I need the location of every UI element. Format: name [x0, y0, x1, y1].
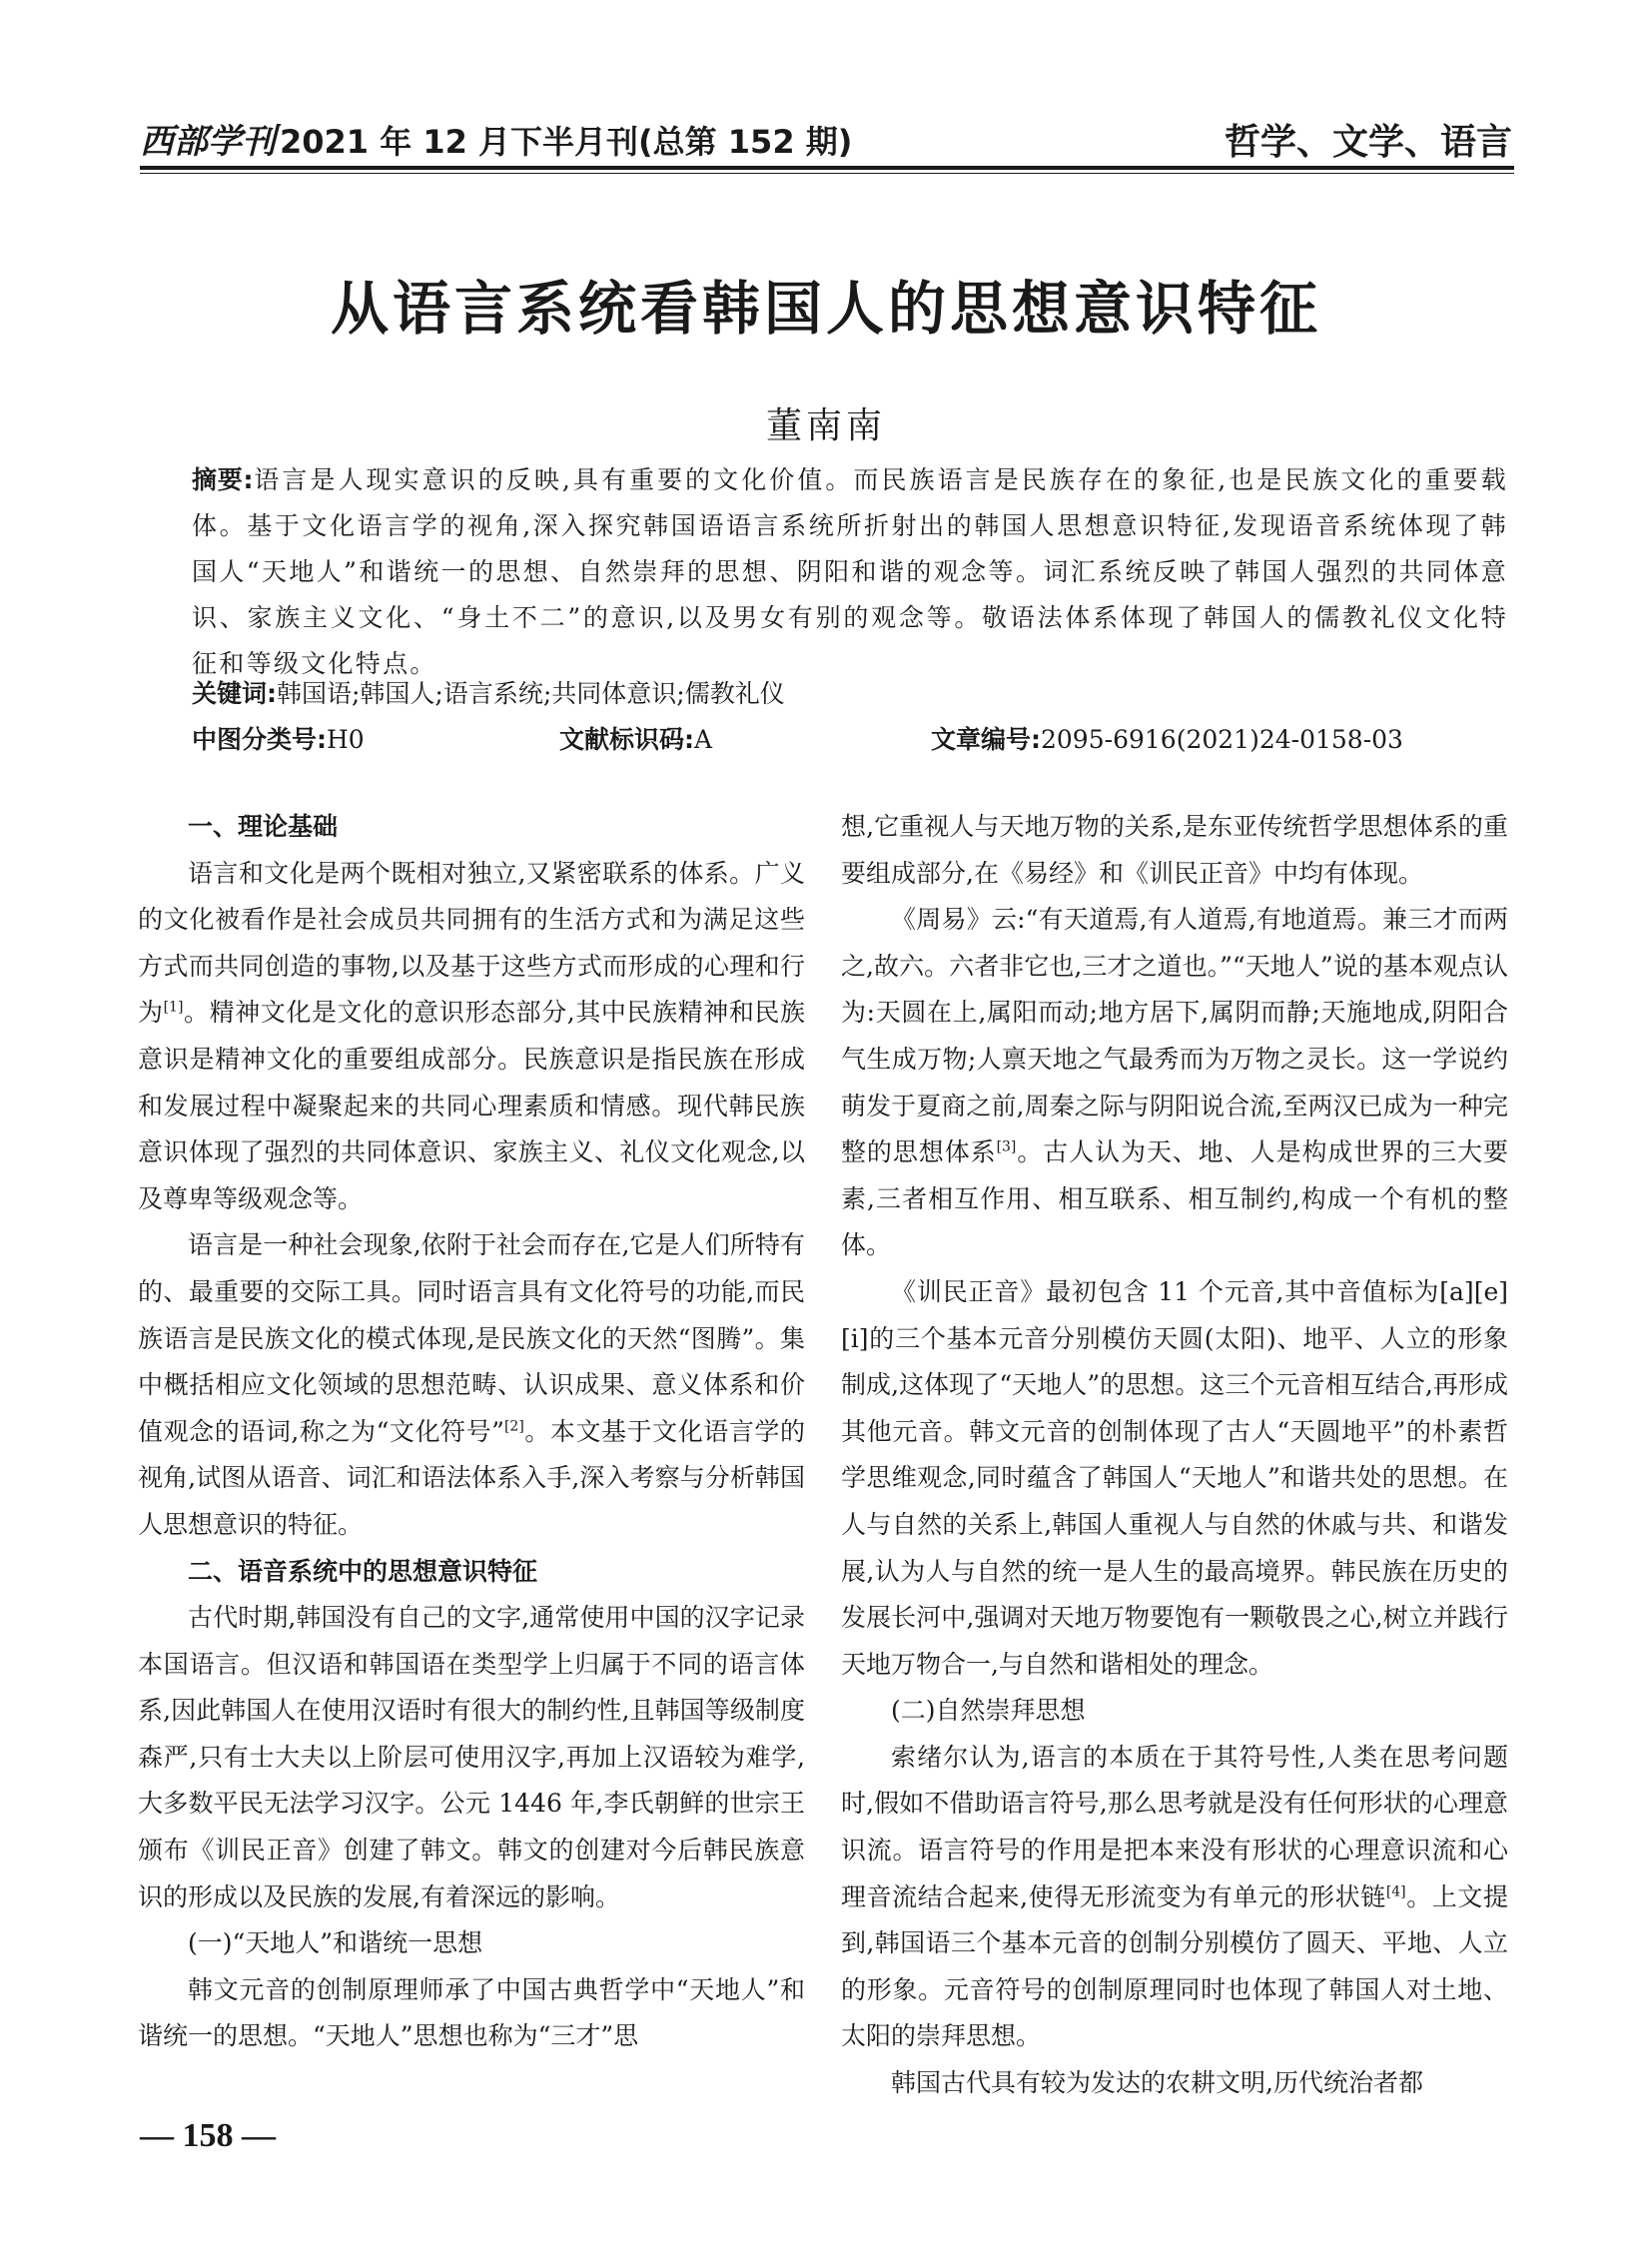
section-heading-2: 二、语音系统中的思想意识特征	[188, 1556, 538, 1586]
issue-info: 2021 年 12 月下半月刊(总第 152 期)	[280, 123, 853, 161]
citation-ref: [3]	[996, 1138, 1017, 1155]
section-heading-1: 一、理论基础	[188, 812, 339, 841]
paragraph: 索绪尔认为,语言的本质在于其符号性,人类在思考问题时,假如不借助语言符号,那么思考就是没有任何形状的心理意识流。语言符号的作用是把本来没有形状的心理意识流和心理音流结合起来,使得无形流变为有单元的形状链[4]。上文提到,韩国语三个基本元音的创制分别模仿了圆天、平地、人立的形象。元音符号的创制原理同时也体现了韩国人对土地、太阳的崇拜思想。	[841, 1742, 1508, 2051]
article-number: 文章编号:2095-6916(2021)24-0158-03	[931, 725, 1403, 754]
paragraph: 《训民正音》最初包含 11 个元音,其中音值标为[a][e][i]的三个基本元音分别模仿天圆(太阳)、地平、人立的形象制成,这体现了“天地人”的思想。这三个元音相互结合,再形成其他元音。韩文元音的创制体现了古人“天圆地平”的朴素哲学思维观念,同时蕴含了韩国人“天地人”和谐共处的思想。在人与自然的关系上,韩国人重视人与自然的休戚与共、和谐发展,认为人与自然的统一是人生的最高境界。韩民族在历史的发展长河中,强调对天地万物要饱有一颗敬畏之心,树立并践行天地万物合一,与自然和谐相处的理念。	[841, 1276, 1508, 1679]
keywords-label: 关键词:	[192, 679, 277, 708]
paragraph: 语言是一种社会现象,依附于社会而存在,它是人们所特有的、最重要的交际工具。同时语言具有文化符号的功能,而民族语言是民族文化的模式体现,是民族文化的天然“图腾”。集中概括相应文化领域的思想范畴、认识成果、意义体系和价值观念的语词,称之为“文化符号”[2]。本文基于文化语言学的视角,试图从语音、词汇和语法体系入手,深入考察与分析韩国人思想意识的特征。	[138, 1230, 805, 1539]
running-header-left	[140, 114, 853, 162]
keywords	[192, 671, 1508, 717]
clc-code: 中图分类号:H0	[192, 725, 365, 754]
paragraph: 语言和文化是两个既相对独立,又紧密联系的体系。广义的文化被看作是社会成员共同拥有的生活方式和为满足这些方式而共同创造的事物,以及基于这些方式而形成的心理和行为[1]。精神文化是文化的意识形态部分,其中民族精神和民族意识是精神文化的重要组成部分。民族意识是指民族在形成和发展过程中凝聚起来的共同心理素质和情感。现代韩民族意识体现了强烈的共同体意识、家族主义、礼仪文化观念,以及尊卑等级观念等。	[138, 858, 805, 1213]
paragraph: 想,它重视人与天地万物的关系,是东亚传统哲学思想体系的重要组成部分,在《易经》和《训民正音》中均有体现。	[841, 812, 1508, 888]
paragraph: 韩文元音的创制原理师承了中国古典哲学中“天地人”和谐统一的思想。“天地人”思想也称为“三才”思	[138, 1974, 805, 2051]
header-rule-thin	[140, 173, 1514, 174]
author: 董南南	[765, 405, 886, 446]
abstract-text: 语言是人现实意识的反映,具有重要的文化价值。而民族语言是民族存在的象征,也是民族文化的重要载体。基于文化语言学的视角,深入探究韩国语语言系统所折射出的韩国人思想意识特征,发现语音系统体现了韩国人“天地人”和谐统一的思想、自然崇拜的思想、阴阳和谐的观念等。词汇系统反映了韩国人强烈的共同体意识、家族主义文化、“身土不二”的意识,以及男女有别的观念等。敬语法体系体现了韩国人的儒教礼仪文化特征和等级文化特点。	[192, 465, 1508, 678]
abstract	[192, 457, 1508, 687]
paragraph: 古代时期,韩国没有自己的文字,通常使用中国的汉字记录本国语言。但汉语和韩国语在类型学上归属于不同的语言体系,因此韩国人在使用汉语时有很大的制约性,且韩国等级制度森严,只有士大夫以上阶层可使用汉字,再加上汉语较为难学,大多数平民无法学习汉字。公元 1446 年,李氏朝鲜的世宗王颁布《训民正音》创建了韩文。韩文的创建对今后韩民族意识的形成以及民族的发展,有着深远的影响。	[138, 1603, 805, 1911]
paragraph: 韩国古代具有较为发达的农耕文明,历代统治者都	[891, 2068, 1423, 2098]
article-title: 从语言系统看韩国人的思想意识特征	[330, 275, 1321, 343]
header-rule	[140, 166, 1514, 170]
citation-ref: [4]	[1385, 1883, 1406, 1900]
journal-logo: 西部学刊	[140, 122, 276, 162]
keywords-text: 韩国语;韩国人;语言系统;共同体意识;儒教礼仪	[277, 679, 785, 708]
left-column	[138, 804, 805, 2060]
document-code: 文献标识码:A	[559, 725, 713, 754]
subsection-heading: (一)“天地人”和谐统一思想	[188, 1928, 483, 1958]
subsection-heading: (二)自然崇拜思想	[891, 1696, 1086, 1726]
page-number: — 158 —	[140, 2117, 276, 2154]
paragraph: 《周易》云:“有天道焉,有人道焉,有地道焉。兼三才而两之,故六。六者非它也,三才之道也。”“天地人”说的基本观点认为:天圆在上,属阳而动;地方居下,属阴而静;天施地成,阴阳合气生成万物;人禀天地之气最秀而为万物之灵长。这一学说约萌发于夏商之前,周秦之际与阴阳说合流,至两汉已成为一种完整的思想体系[3]。古人认为天、地、人是构成世界的三大要素,三者相互作用、相互联系、相互制约,构成一个有机的整体。	[841, 905, 1508, 1260]
citation-ref: [1]	[163, 1000, 184, 1017]
citation-ref: [2]	[503, 1418, 524, 1435]
section-label: 哲学、文学、语言	[1224, 122, 1512, 163]
right-column	[841, 804, 1508, 2107]
abstract-label: 摘要:	[192, 465, 254, 494]
